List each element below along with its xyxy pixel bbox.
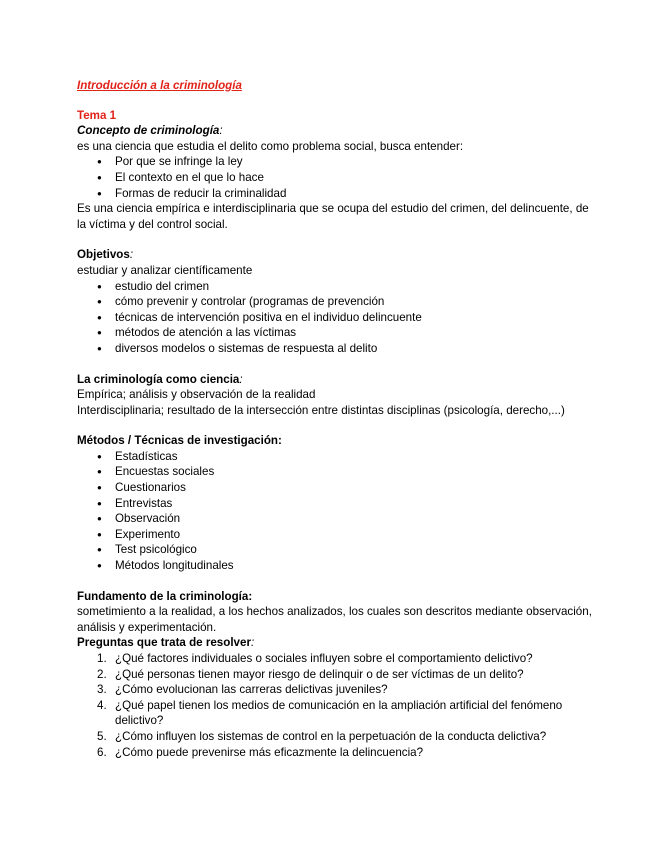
item-number: 1. <box>97 652 107 665</box>
list-item: ● Formas de reducir la criminalidad <box>97 186 597 202</box>
list-item <box>97 745 597 761</box>
tema-heading: Tema 1 <box>77 108 117 122</box>
metodos-heading: Métodos / Técnicas de investigación: <box>77 434 282 448</box>
document-page <box>77 78 597 760</box>
item-text: ¿Qué factores individuales o sociales influyen sobre el comportamiento delictivo? <box>115 652 533 665</box>
ciencia-heading: La criminología como ciencia <box>77 372 240 386</box>
list-item <box>97 667 597 683</box>
fundamento-heading: Fundamento de la criminología: <box>77 589 253 603</box>
item-text: ¿Cómo puede prevenirse más eficazmente la delincuencia? <box>115 745 424 759</box>
item-text: ¿Cómo influyen los sistemas de control en la perpetuación de la conducta delictiva? <box>115 729 547 743</box>
list-item: ● Métodos longitudinales <box>97 558 597 574</box>
item-number: 2. <box>97 667 107 681</box>
item-number: 6. <box>97 745 107 759</box>
ciencia-heading-line <box>77 372 597 388</box>
objetivos-heading-line <box>77 247 597 263</box>
metodos-list <box>77 449 597 574</box>
concepto-definition: Es una ciencia empírica e interdisciplinaria que se ocupa del estudio del crimen, del delincuente, de la víctima y del control social. <box>77 202 589 231</box>
list-item: ● estudio del crimen <box>97 279 597 295</box>
item-number: 4. <box>97 698 107 712</box>
concepto-intro: es una ciencia que estudia el delito como problema social, busca entender: <box>77 139 464 153</box>
item-number: 3. <box>97 683 107 697</box>
list-item: ● Cuestionarios <box>97 480 597 496</box>
objetivos-colon: : <box>129 248 134 262</box>
list-item: ● Observación <box>97 511 597 527</box>
objetivos-intro: estudiar y analizar científicamente <box>77 263 253 277</box>
concepto-list <box>77 154 597 201</box>
item-text: ¿Cómo evolucionan las carreras delictivas juveniles? <box>115 683 388 697</box>
preguntas-heading: Preguntas que trata de resolver <box>77 636 251 650</box>
item-number: 5. <box>97 729 107 743</box>
item-text: ¿Qué papel tienen los medios de comunicación en la ampliación artificial del fenómeno delictivo? <box>115 698 563 728</box>
list-item <box>97 682 597 698</box>
preguntas-heading-line <box>77 635 597 651</box>
list-item: ● diversos modelos o sistemas de respuesta al delito <box>97 341 597 357</box>
ciencia-line-2: Interdisciplinaria; resultado de la intersección entre distintas disciplinas (psicología, derecho,...) <box>77 403 565 417</box>
concepto-heading: Concepto de criminología <box>77 124 220 138</box>
fundamento-text: sometimiento a la realidad, a los hechos analizados, los cuales son descritos mediante observación, análisis y experimentación. <box>77 605 592 634</box>
document-title: Introducción a la criminología <box>77 79 242 92</box>
list-item <box>97 698 597 729</box>
preguntas-list <box>77 651 597 760</box>
list-item <box>97 729 597 745</box>
ciencia-line-1: Empírica; análisis y observación de la realidad <box>77 388 316 402</box>
concepto-heading-line <box>77 123 597 139</box>
list-item: ● cómo prevenir y controlar (programas de prevención <box>97 294 597 310</box>
list-item: ● técnicas de intervención positiva en el individuo delincuente <box>97 310 597 326</box>
list-item: ● Encuestas sociales <box>97 464 597 480</box>
objetivos-heading: Objetivos <box>77 248 130 262</box>
concepto-colon: : <box>219 124 223 138</box>
list-item: ● Entrevistas <box>97 496 597 512</box>
list-item: ● Experimento <box>97 527 597 543</box>
item-text: ¿Qué personas tienen mayor riesgo de delinquir o de ser víctimas de un delito? <box>115 667 524 681</box>
preguntas-colon: : <box>250 636 255 650</box>
list-item: ● El contexto en el que lo hace <box>97 170 597 186</box>
list-item: ● métodos de atención a las víctimas <box>97 325 597 341</box>
list-item <box>97 651 597 667</box>
list-item: ● Estadísticas <box>97 449 597 465</box>
list-item: ● Test psicológico <box>97 542 597 558</box>
ciencia-colon: : <box>239 372 243 386</box>
list-item: ● Por que se infringe la ley <box>97 154 597 170</box>
objetivos-list <box>77 279 597 357</box>
